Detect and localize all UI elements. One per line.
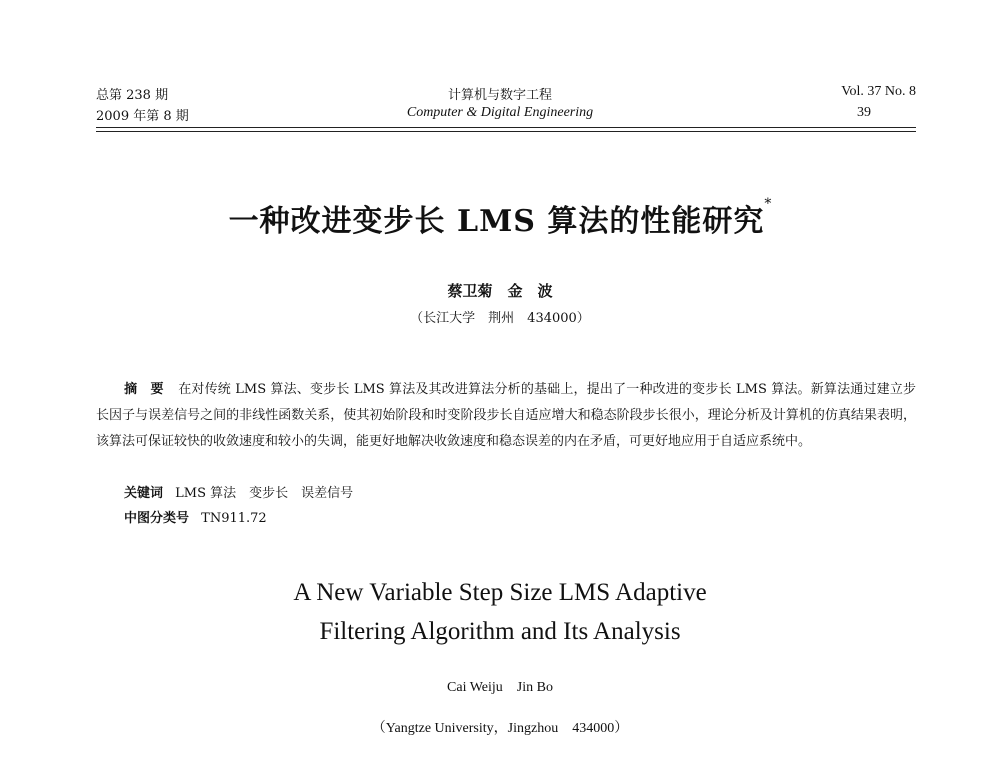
affiliation-cn: （长江大学 荆州 434000） (410, 311, 590, 326)
journal-issue-total: 总第 238 期 (96, 88, 169, 103)
title-footnote-mark: * (764, 196, 772, 212)
classification-text: TN911.72 (201, 511, 267, 526)
header-rule-thick (96, 127, 916, 128)
authors-cn: 蔡卫菊 金 波 (447, 282, 553, 300)
keywords-label: 关键词 (124, 486, 164, 501)
journal-issue-year: 2009 年第 8 期 (96, 109, 189, 124)
authors-en: Cai Weiju Jin Bo (447, 680, 553, 695)
abstract-label: 摘 要 (124, 382, 164, 397)
header-rule-thin (96, 131, 916, 132)
keywords-row (124, 482, 353, 501)
title-en-line2: Filtering Algorithm and Its Analysis (319, 618, 681, 645)
affiliation-en: （Yangtze University，Jingzhou 434000） (371, 721, 629, 736)
classification-label: 中图分类号 (124, 511, 190, 526)
journal-name-en: Computer & Digital Engineering (406, 105, 594, 120)
journal-name-cn: 计算机与数字工程 (447, 88, 552, 103)
abstract-block (96, 377, 916, 455)
title-en-line1: A New Variable Step Size LMS Adaptive (293, 579, 707, 606)
keywords-text: LMS 算法 变步长 误差信号 (175, 486, 354, 501)
volume-number: Vol. 37 No. 8 (841, 84, 916, 99)
title-cn: 一种改进变步长 LMS 算法的性能研究 (228, 204, 765, 239)
title-cn-block (0, 196, 1000, 240)
page-number: 39 (857, 105, 871, 120)
classification-row (124, 507, 267, 526)
abstract-text: 在对传统 LMS 算法、变步长 LMS 算法及其改进算法分析的基础上，提出了一种改进的变步长 LMS 算法。新算法通过建立步长因子与误差信号之间的非线性函数关系，使其初始阶段和时变阶段步长自适应增大和稳态阶段步长很小，理论分析及计算机的仿真结果表明，该算法可保证较快的收敛速度和较小的失调，能更好地解决收敛速度和稳态误差的内在矛盾，可更好地应用于自适应系统中。 (96, 382, 917, 449)
